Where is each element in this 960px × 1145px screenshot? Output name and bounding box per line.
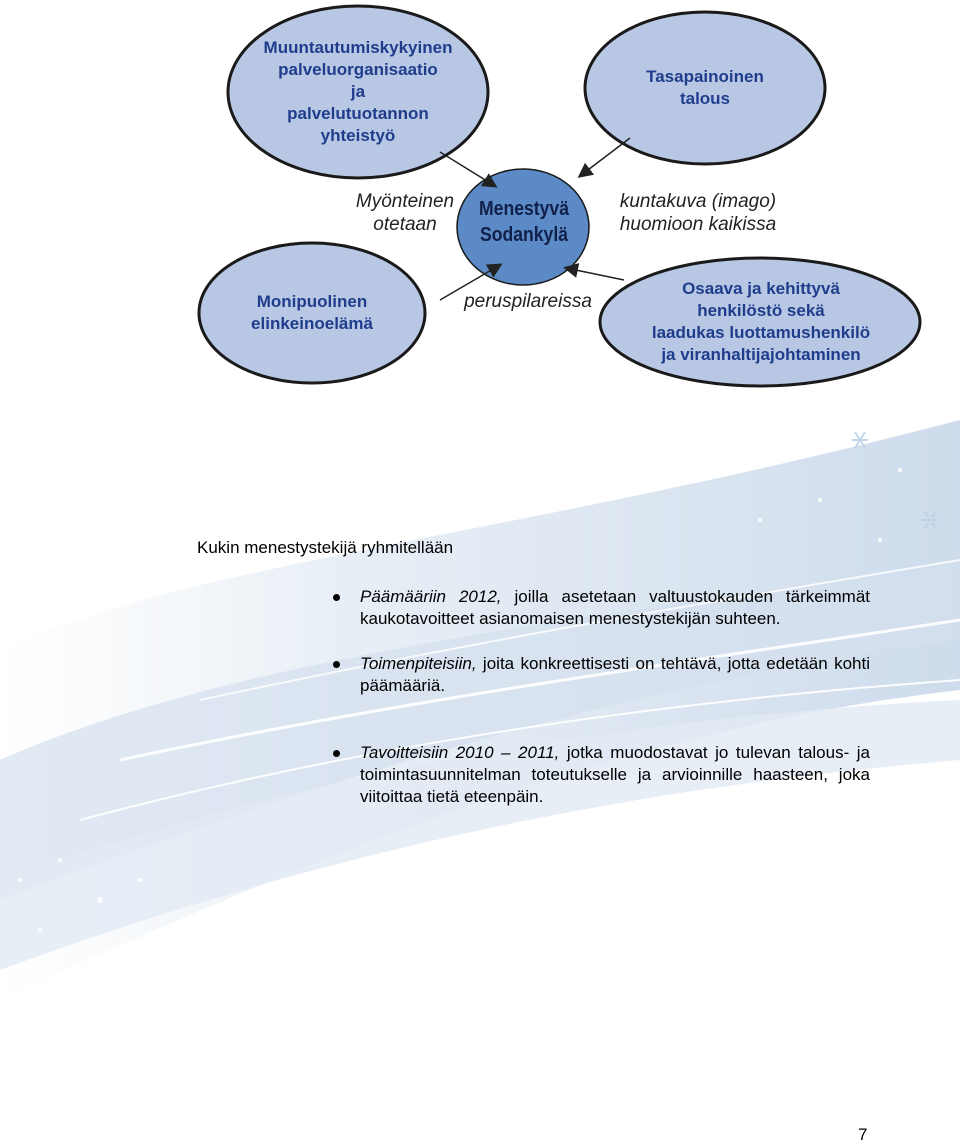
italic-left-line-2: otetaan [373, 214, 437, 235]
center-line-2: Sodankylä [479, 224, 569, 246]
bullet-1-text: joilla asetetaan valtuustokauden tärkeimmät kaukotavoitteet asianomaisen menestystekijän suhteen. [360, 587, 870, 628]
box-top-right [590, 16, 820, 160]
italic-left-line-1: Myönteinen [355, 191, 455, 212]
top-left-line-2: palveluorganisaatio [278, 60, 438, 79]
italic-right-line-2: huomioon kaikissa [619, 214, 777, 235]
bullet-2-lead: Toimenpiteisiin, [360, 654, 477, 673]
italic-right-line-1: kuntakuva (imago) [619, 191, 777, 212]
box-right [606, 262, 916, 382]
page-number: 7 [858, 1125, 868, 1144]
italic-bottom-text: peruspilareissa [464, 291, 592, 312]
left-line-1: Monipuolinen [256, 292, 368, 311]
center-line-1: Menestyvä [478, 198, 570, 220]
right-line-1: Osaava ja kehittyvä [682, 279, 840, 298]
top-left-line-1: Muuntautumiskykyinen [263, 38, 453, 57]
bullet-1-lead: Päämääriin 2012, [360, 587, 502, 606]
italic-left-text [340, 190, 470, 236]
top-right-line-1: Tasapainoinen [646, 67, 764, 86]
right-line-4: ja viranhaltijajohtaminen [661, 345, 861, 364]
top-right-line-2: talous [679, 89, 731, 108]
bullet-list [330, 586, 870, 831]
box-top-left [232, 10, 484, 174]
italic-right-text [598, 190, 798, 236]
bullet-item-2 [330, 653, 870, 697]
top-left-line-3: ja [350, 82, 366, 101]
bullet-3-lead: Tavoitteisiin 2010 – 2011, [360, 743, 560, 762]
top-left-line-4: palvelutuotannon [287, 104, 429, 123]
intro-text: Kukin menestystekijä ryhmitellään [197, 538, 454, 557]
bullet-2-text: joita konkreettisesti on tehtävä, jotta edetään kohti päämääriä. [360, 654, 870, 695]
bullet-3-text: jotka muodostavat jo tulevan talous- ja toimintasuunnitelman toteutukselle ja arvioinnille haasteen, joka viitoittaa tietä eteenpäin. [360, 743, 871, 806]
bullet-dot [333, 594, 340, 601]
right-line-3: laadukas luottamushenkilö [651, 323, 871, 342]
top-left-line-5: yhteistyö [320, 126, 396, 145]
bullet-dot [333, 750, 340, 757]
right-line-2: henkilöstö sekä [697, 301, 825, 320]
box-left [202, 246, 422, 380]
center-title [476, 196, 571, 248]
left-line-2: elinkeinoelämä [251, 314, 373, 333]
bullet-dot [333, 661, 340, 668]
bullet-item-3 [330, 742, 870, 808]
bullet-item-1 [330, 586, 870, 630]
